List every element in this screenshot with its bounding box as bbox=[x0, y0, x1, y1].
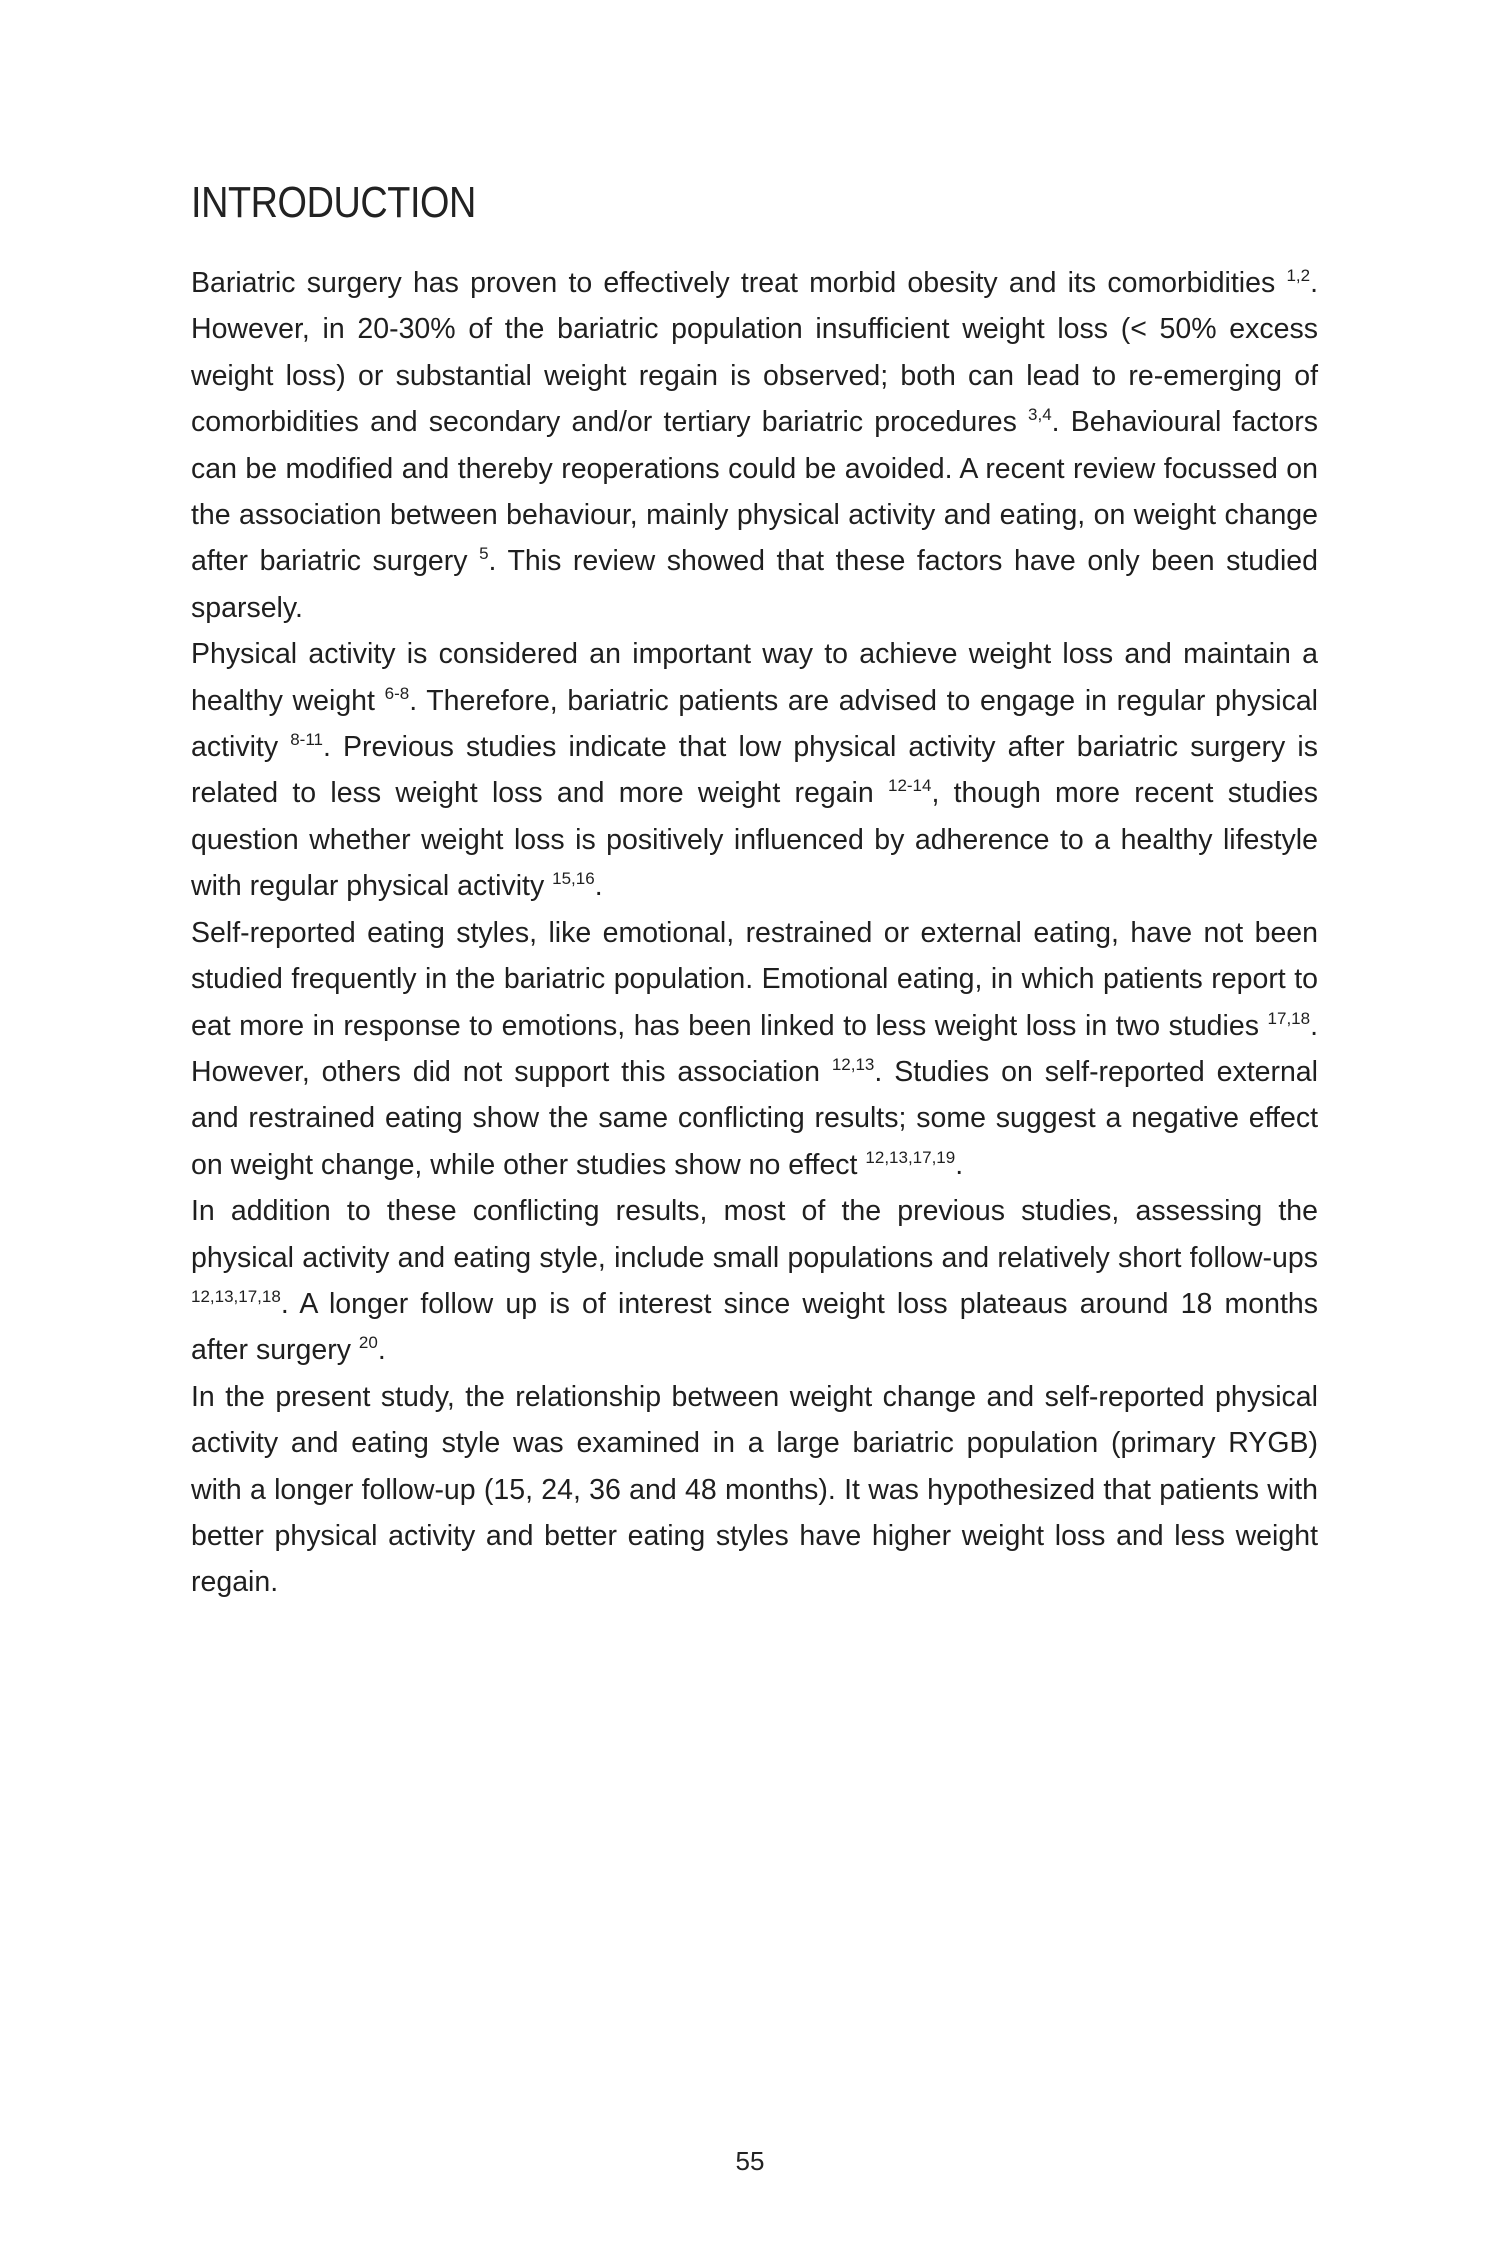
citation-superscript: 17,18 bbox=[1267, 1008, 1311, 1028]
text-segment: . bbox=[594, 870, 603, 903]
citation-superscript: 3,4 bbox=[1028, 405, 1052, 425]
citation-superscript: 8-11 bbox=[290, 730, 323, 750]
text-segment: Self-reported eating styles, like emotional, restrained or external eating, have not been studied frequently in the bariatric population. Emotional eating, in which patients report to eat more in response to emotions, has been linked to less weight loss in two studies bbox=[191, 916, 1318, 1042]
section-heading: INTRODUCTION bbox=[191, 178, 476, 227]
paragraph-5 bbox=[191, 1374, 1318, 1606]
text-segment: . bbox=[955, 1148, 964, 1181]
citation-superscript: 12,13 bbox=[831, 1054, 875, 1074]
text-segment: . Studies on self-reported external and restrained eating show the same conflicting results; some suggest a negative effect on weight change, while other studies show no effect bbox=[191, 1055, 1318, 1181]
citation-superscript: 15,16 bbox=[552, 869, 595, 889]
text-segment: . Therefore, bariatric patients are advised to engage in regular physical activity bbox=[191, 684, 1319, 764]
text-segment: . Previous studies indicate that low physical activity after bariatric surgery is related to less weight loss and more weight regain bbox=[191, 731, 1318, 810]
citation-superscript: 12,13,17,18 bbox=[191, 1286, 281, 1306]
body-text bbox=[191, 260, 1318, 1606]
text-segment: Bariatric surgery has proven to effectively treat morbid obesity and its comorbidities bbox=[191, 267, 1287, 299]
text-segment: . bbox=[377, 1334, 386, 1367]
text-segment: . However, in 20-30% of the bariatric population insufficient weight loss (< 50% excess weight loss) or substantial weight regain is observed; both can lead to re-emerging of comorbidities and secondary and/or tertiary bariatric procedures bbox=[191, 267, 1318, 439]
text-segment: , though more recent studies question whether weight loss is positively influenced by adherence to a healthy lifestyle with regular physical activity bbox=[191, 777, 1318, 903]
citation-superscript: 1,2 bbox=[1286, 266, 1311, 285]
paragraph-4 bbox=[191, 1188, 1318, 1374]
text-segment: In addition to these conflicting results, most of the previous studies, assessing the physical activity and eating style, include small populations and relatively short follow-ups bbox=[191, 1195, 1318, 1274]
page-number: 55 bbox=[735, 2146, 765, 2176]
paragraph-3 bbox=[191, 910, 1318, 1188]
citation-superscript: 20 bbox=[358, 1333, 378, 1353]
text-segment: . This review showed that these factors have only been studied sparsely. bbox=[191, 545, 1318, 624]
text-segment: Physical activity is considered an important way to achieve weight loss and maintain a healthy weight bbox=[191, 638, 1318, 717]
citation-superscript: 5 bbox=[479, 544, 489, 564]
text-segment: . Behavioural factors can be modified and thereby reoperations could be avoided. A recent review focussed on the association between behaviour, mainly physical activity and eating, on weight change after bariatric surgery bbox=[191, 406, 1318, 578]
citation-superscript: 6-8 bbox=[384, 683, 410, 703]
paragraph-1 bbox=[191, 260, 1318, 631]
text-segment: . A longer follow up is of interest since weight loss plateaus around 18 months after surgery bbox=[191, 1287, 1318, 1367]
citation-superscript: 12-14 bbox=[887, 776, 932, 796]
citation-superscript: 12,13,17,19 bbox=[865, 1147, 956, 1167]
text-segment: . However, others did not support this association bbox=[191, 1009, 1318, 1088]
paragraph-2 bbox=[191, 631, 1318, 909]
text-segment: In the present study, the relationship between weight change and self-reported physical activity and eating style was examined in a large bariatric population (primary RYGB) with a longer follow-up (15, 24, 36 and 48 months). It was hypothesized that patients with better physical activity and better eating styles have higher weight loss and less weight regain. bbox=[191, 1380, 1318, 1599]
